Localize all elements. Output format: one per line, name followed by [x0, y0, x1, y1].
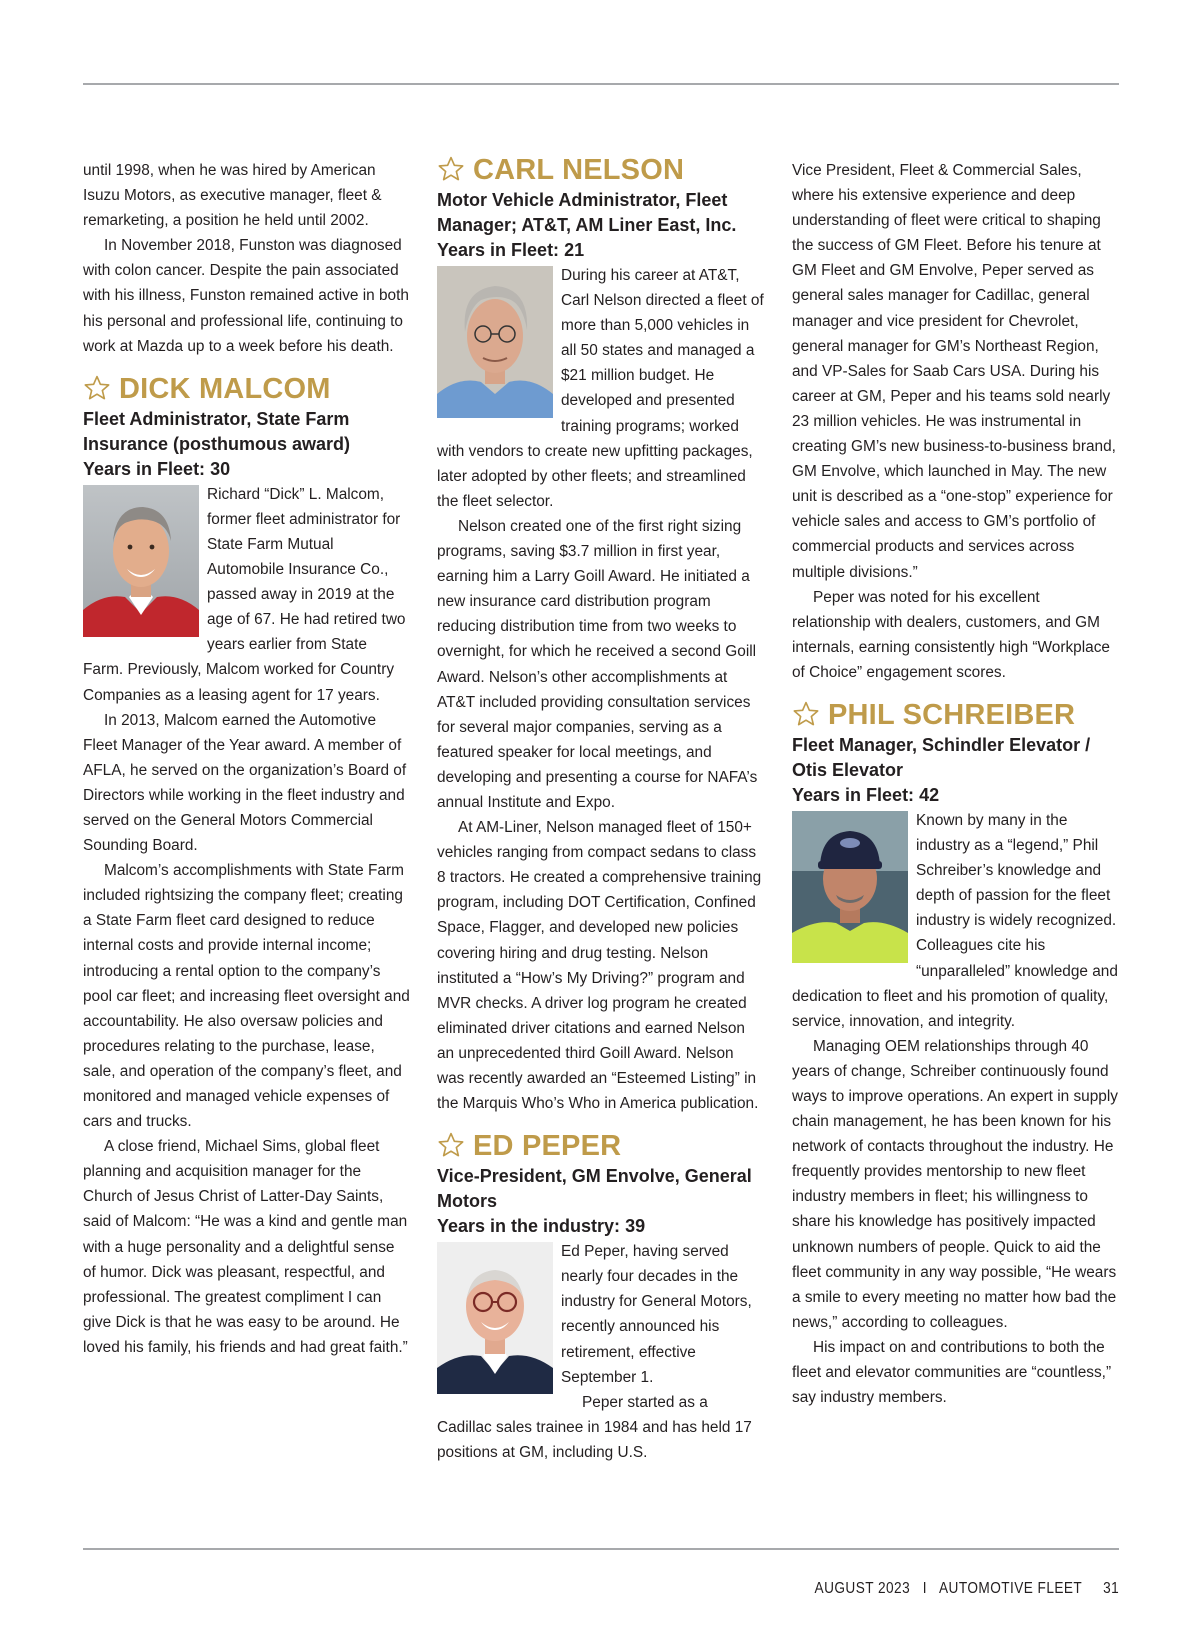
page-number: 31	[1102, 1580, 1119, 1597]
years-label: Years in the industry:	[437, 1216, 621, 1237]
years-value: 39	[625, 1216, 646, 1237]
peper-continued-paragraph-2: Peper was noted for his excellent relationship with dealers, customers, and GM internals, earning consistently high “Workplace of Choice” engagement scores.	[792, 588, 1110, 681]
peper-paragraph-1: Ed Peper, having served nearly four decades in the industry for General Motors, recently announced his retirement, effective September 1.	[561, 1243, 752, 1386]
schreiber-paragraph-1: Known by many in the industry as a “legend,” Phil Schreiber’s knowledge and depth of passion for the fleet industry is widely recognized. Colleagues cite his “unparalleled” knowledge and dedication to fleet and his promotion of quality, service, innovation, and integrity.	[792, 811, 1118, 1030]
honoree-name-text: PHIL SCHREIBER	[828, 698, 1076, 731]
nelson-paragraph-2: Nelson created one of the first right sizing programs, saving $3.7 million in first year, earning him a Larry Goill Award. He initiated a new insurance card distribution program reducing distribution time from two weeks to overnight, for which he received a second Goill Award. Nelson’s other accomplishments at AT&T included providing consultation services for several major companies, serving as a featured speaker for local meetings, and developing and presenting a course for NAFA’s annual Institute and Expo.	[437, 517, 758, 811]
star-outline-icon	[792, 700, 820, 728]
page-footer	[814, 1580, 1119, 1598]
years-value: 21	[564, 240, 585, 260]
malcom-paragraph-1: Richard “Dick” L. Malcom, former fleet administrator for State Farm Mutual Automobile Insurance Co., passed away in 2019 at the age of 67. He had retired two years earlier from State Farm. Previously, Malcom worked for Country Companies as a leasing agent for 17 years.	[83, 485, 406, 704]
years-in-fleet	[437, 238, 765, 263]
top-rule	[83, 83, 1119, 85]
years-label: Years in Fleet:	[437, 240, 560, 260]
schreiber-paragraph-3: His impact on and contributions to both the fleet and elevator communities are “countless,” say industry members.	[792, 1338, 1112, 1407]
funston-paragraph: In November 2018, Funston was diagnosed with colon cancer. Despite the pain associated with his illness, Funston remained active in both his personal and professional life, continuing to work at Mazda up to a week before his death.	[83, 237, 409, 355]
schreiber-paragraph-2: Managing OEM relationships through 40 years of change, Schreiber continuously found ways to improve operations. An expert in supply chain management, he has been known for his network of contacts throughout the industry. He frequently provides mentorship to new fleet industry members in fleet; his willingness to share his knowledge has positively impacted unknown numbers of people. Quick to aid the fleet community in any way possible, “He wears a smile to every meeting no matter how bad the news,” according to colleagues.	[792, 1037, 1118, 1331]
honoree-title: Fleet Administrator, State Farm Insurance (posthumous award)	[83, 408, 351, 454]
years-label: Years in Fleet:	[792, 784, 915, 805]
column-2	[437, 152, 765, 1465]
years-value: 42	[919, 784, 940, 805]
schreiber-portrait-photo	[792, 811, 908, 963]
peper-portrait-photo	[437, 1242, 553, 1394]
honoree-title: Vice-President, GM Envolve, General Motors	[437, 1166, 752, 1212]
malcom-paragraph-3: Malcom’s accomplishments with State Farm included rightsizing the company fleet; creating a State Farm fleet card designed to reduce internal costs and provide internal income; introducing a rental option to the company’s pool car fleet; and increasing fleet oversight and accountability. He also oversaw policies and procedures relating to the purchase, lease, sale, and operation of the company’s fleet, and monitored and managed vehicle expenses of cars and trucks.	[83, 862, 410, 1131]
honoree-name-schreiber	[792, 697, 1120, 733]
years-in-industry	[437, 1214, 765, 1239]
honoree-name-peper	[437, 1128, 765, 1164]
honoree-name-text: DICK MALCOM	[119, 372, 331, 405]
years-in-fleet	[792, 783, 1120, 808]
footer-separator: I	[922, 1580, 927, 1597]
column-3	[792, 158, 1120, 1410]
honoree-name-text: CARL NELSON	[473, 154, 685, 186]
bottom-rule	[83, 1548, 1119, 1550]
peper-paragraph-2: Peper started as a Cadillac sales trainee in 1984 and has held 17 positions at GM, including U.S.	[437, 1393, 752, 1461]
years-label: Years in Fleet:	[83, 458, 206, 479]
nelson-paragraph-1: During his career at AT&T, Carl Nelson directed a fleet of more than 5,000 vehicles in all 50 states and managed a $21 million budget. He developed and presented training programs; worked with vendors to create new upfitting packages, later adopted by other fleets; and streamlined the fleet selector.	[437, 267, 764, 510]
star-outline-icon	[437, 155, 465, 183]
peper-continued-paragraph-1: Vice President, Fleet & Commercial Sales, where his extensive experience and deep understanding of fleet were critical to shaping the success of GM Fleet. Before his tenure at GM Fleet and GM Envolve, Peper served as general sales manager for Cadillac, general manager and vice president for Chevrolet, general manager for GM’s Northeast Region, and VP-Sales for Saab Cars USA. During his career at GM, Peper and his teams sold nearly 23 million vehicles. He was instrumental in creating GM’s new business-to-business brand, GM Envolve, which launched in May. The new unit is described as a “one-stop” experience for vehicle sales and access to GM’s portfolio of commercial products and services across multiple divisions.”	[792, 162, 1116, 581]
honoree-name-text: ED PEPER	[473, 1130, 622, 1163]
honoree-title: Fleet Manager, Schindler Elevator / Otis Elevator	[792, 734, 1091, 780]
publication-name: AUTOMOTIVE FLEET	[938, 1580, 1082, 1597]
years-value: 30	[210, 458, 231, 479]
malcom-portrait-photo	[83, 485, 199, 637]
malcom-paragraph-4: A close friend, Michael Sims, global fleet planning and acquisition manager for the Church of Jesus Christ of Latter-Day Saints, said of Malcom: “He was a kind and gentle man with a huge personality and a delightful sense of humor. Dick was pleasant, respectful, and professional. The greatest compliment I can give Dick is that he was easy to be around. He loved his family, his friends and had great faith.”	[83, 1138, 408, 1356]
issue-date: AUGUST 2023	[814, 1580, 910, 1597]
honoree-name-nelson	[437, 152, 765, 188]
malcom-paragraph-2: In 2013, Malcom earned the Automotive Fleet Manager of the Year award. A member of AFLA, he served on the organization’s Board of Directors while working in the fleet industry and served on the General Motors Commercial Sounding Board.	[83, 711, 407, 855]
funston-continued-paragraph: until 1998, when he was hired by American Isuzu Motors, as executive manager, fleet & remarketing, a position he held until 2002.	[83, 162, 382, 230]
years-in-fleet	[83, 457, 411, 482]
column-1	[83, 158, 411, 1360]
star-outline-icon	[437, 1131, 465, 1159]
star-outline-icon	[83, 374, 111, 402]
nelson-portrait-photo	[437, 266, 553, 418]
honoree-name-malcom	[83, 371, 411, 407]
honoree-title: Motor Vehicle Administrator, Fleet Manager; AT&T, AM Liner East, Inc.	[437, 190, 737, 235]
nelson-paragraph-3: At AM-Liner, Nelson managed fleet of 150+ vehicles ranging from compact sedans to class 8 tractors. He created a comprehensive training program, including DOT Certification, Confined Space, Flagger, and developed new policies covering hiring and drug testing. Nelson instituted a “How’s My Driving?” program and MVR checks. A driver log program he created eliminated driver citations and earned Nelson an unprecedented third Goill Award. Nelson was recently awarded an “Esteemed Listing” in the Marquis Who’s Who in America publication.	[437, 819, 762, 1113]
